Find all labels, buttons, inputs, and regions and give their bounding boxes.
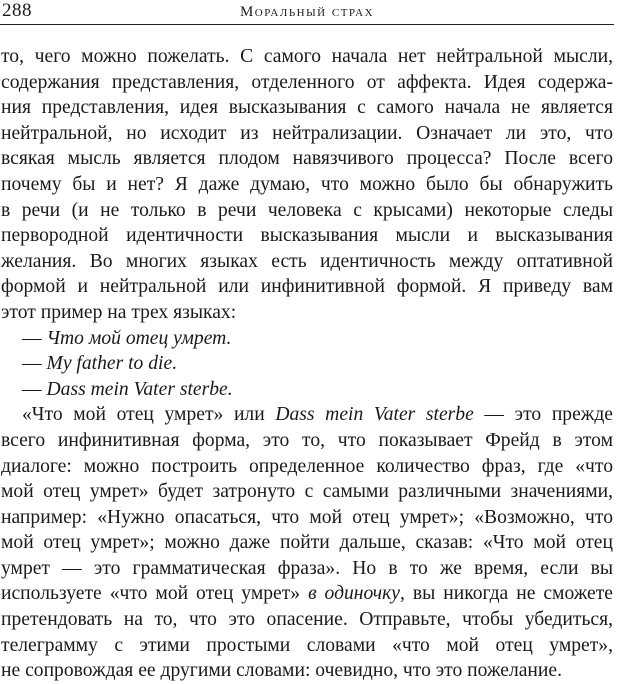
text-run: почему бы и нет? Я даже думаю, что можно было бы обнаружить xyxy=(1,173,613,195)
text-line xyxy=(1,658,613,684)
text-line xyxy=(1,607,613,633)
text-run: телеграмму с этими простыми словами «что мой отец умрет», xyxy=(1,634,613,656)
italic-text: My father to die. xyxy=(46,353,178,375)
running-title: Моральный страх xyxy=(239,4,375,20)
text-line xyxy=(1,198,613,224)
italic-text: Dass mein Vater sterbe xyxy=(275,404,474,426)
italic-text: Что мой отец умрет. xyxy=(46,327,232,349)
text-run: этот пример на трех языках: xyxy=(1,301,237,323)
text-line xyxy=(1,95,613,121)
text-run: — xyxy=(22,327,47,349)
text-line xyxy=(1,70,613,96)
text-run: мой отец умрет»; можно даже пойти дальше, сказав: «Что мой отец xyxy=(1,532,613,554)
text-run: в речи (и не только в речи человека с крысами) некоторые следы xyxy=(1,199,613,221)
text-run: — xyxy=(22,378,47,400)
text-line xyxy=(1,402,613,428)
text-run: — это прежде xyxy=(473,404,613,426)
text-run: умрет — это грамматическая фраза». Но в то же время, если вы xyxy=(1,557,613,579)
text-run: первородной идентичности высказывания мысли и высказывания xyxy=(1,225,613,247)
text-line xyxy=(1,428,613,454)
text-line xyxy=(1,300,613,326)
text-run: претендовать на то, что это опасение. Отправьте, чтобы убедиться, xyxy=(1,609,613,631)
text-run: не сопровождая ее другими словами: очевидно, что это пожелание. xyxy=(1,660,562,682)
text-run: мой отец умрет» будет затронуто с самыми различными значениями, xyxy=(1,481,613,503)
page-header xyxy=(0,0,614,25)
text-line xyxy=(1,479,613,505)
text-line xyxy=(1,274,613,300)
text-run: например: «Нужно опасаться, что мой отец умрет»; «Возможно, что xyxy=(1,506,613,528)
text-run: — xyxy=(22,353,47,375)
text-run: «Что мой отец умрет» или xyxy=(22,404,276,426)
body-text xyxy=(1,44,613,684)
text-line xyxy=(1,172,613,198)
text-line xyxy=(1,633,613,659)
text-line xyxy=(1,530,613,556)
text-line xyxy=(1,556,613,582)
text-line xyxy=(1,351,613,377)
text-run: диалоге: можно построить определенное количество фраз, где «что xyxy=(1,455,613,477)
text-line xyxy=(1,146,613,172)
text-run: всякая мысль является плодом навязчивого процесса? После всего xyxy=(1,148,613,170)
text-run: желания. Во многих языках есть идентичность между оптативной xyxy=(1,250,613,272)
text-line xyxy=(1,44,613,70)
text-run: формой и нейтральной или инфинитивной формой. Я приведу вам xyxy=(1,276,613,298)
text-line xyxy=(1,377,613,403)
text-run: используете «что мой отец умрет» xyxy=(1,583,309,605)
text-line xyxy=(1,223,613,249)
italic-text: в одиночку xyxy=(308,583,400,605)
text-run: ния представления, идея высказывания с самого начала не является xyxy=(1,97,613,119)
text-line xyxy=(1,326,613,352)
text-run: всего инфинитивная форма, это то, что показывает Фрейд в этом xyxy=(1,429,613,451)
text-line xyxy=(1,581,613,607)
text-run: , вы никогда не сможете xyxy=(400,583,613,605)
text-run: нейтральной, но исходит из нейтрализации. Означает ли это, что xyxy=(1,122,613,144)
text-run: то, чего можно пожелать. С самого начала нет нейтральной мысли, xyxy=(1,46,613,67)
page-number: 288 xyxy=(2,0,32,21)
text-run: содержания представления, отделенного от аффекта. Идея содержа- xyxy=(1,71,613,93)
text-line xyxy=(1,121,613,147)
text-line xyxy=(1,454,613,480)
text-line xyxy=(1,249,613,275)
text-line xyxy=(1,505,613,531)
italic-text: Dass mein Vater sterbe. xyxy=(46,378,233,400)
